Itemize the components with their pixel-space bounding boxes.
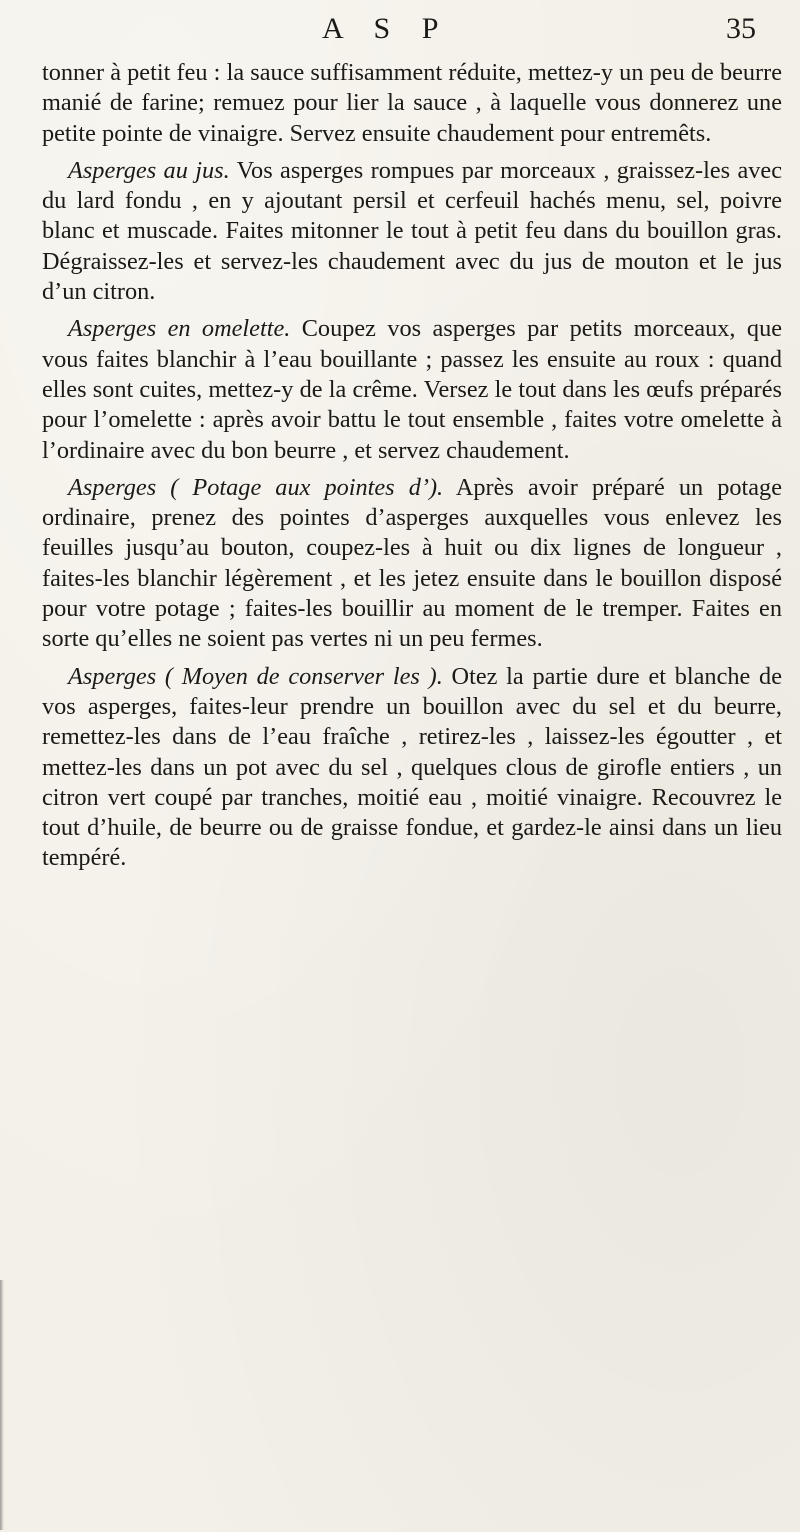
entry-asperges-potage bbox=[42, 473, 782, 655]
paragraph-body: Coupez vos asperges par petits morceaux, que vous faites blanchir à l’eau bouillante ; passez les ensuite au roux : quand elles sont cuites, mettez-y de la crême. Versez le tout dans les œufs préparés pour l’omelette : après avoir battu le tout ensemble , faites votre omelette à l’ordinaire avec du bon beurre , et servez chaudement. bbox=[42, 315, 783, 464]
body-text bbox=[42, 58, 782, 874]
paragraph-body: Otez la partie dure et blanche de vos asperges, faites-leur prendre un bouillon avec du sel et du beurre, remettez-les dans de l’eau fraîche , retirez-les , laissez-les égoutter , et mettez-les dans un pot avec du sel , quelques clous de girofle entiers , un citron vert coupé par tranches, moitié eau , moitié vinaigre. Recouvrez le tout d’huile, de beurre ou de graisse fondue, et gardez-le ainsi dans un lieu tempéré. bbox=[42, 662, 782, 872]
paragraph-body: tonner à petit feu : la sauce suffisamment réduite, mettez-y un peu de beurre manié de farine; remuez pour lier la sauce , à laquelle vous donnerez une petite pointe de vinaigre. Servez ensuite chaudement pour entremêts. bbox=[42, 59, 782, 147]
entry-asperges-en-omelette bbox=[42, 314, 782, 465]
running-title: A S P bbox=[322, 12, 451, 45]
paragraph-heading: Asperges au jus. bbox=[68, 156, 230, 184]
paragraph-heading: Asperges en omelette. bbox=[68, 315, 291, 343]
page-number: 35 bbox=[726, 12, 756, 45]
paragraph-heading: Asperges ( Potage aux pointes d’). bbox=[68, 473, 444, 501]
page-edge-shadow bbox=[0, 1280, 4, 1530]
paragraph-body: Après avoir préparé un potage ordinaire, prenez des pointes d’asperges auxquelles vous enlevez les feuilles jusqu’au bouton, coupez-les à huit ou dix lignes de longueur , faites-les blanchir légèrement , et les jetez ensuite dans le bouillon disposé pour votre potage ; faites-les bouillir au moment de le tremper. Faites en sorte qu’elles ne soient pas vertes ni un peu fermes. bbox=[42, 473, 782, 653]
entry-asperges-conserver bbox=[42, 662, 782, 874]
paragraph-heading: Asperges ( Moyen de conserver les ). bbox=[68, 662, 443, 690]
running-header bbox=[0, 12, 800, 52]
entry-asperges-au-jus bbox=[42, 156, 782, 307]
paragraph-continuation bbox=[42, 58, 782, 149]
paragraph-body: Vos asperges rompues par morceaux , graissez-les avec du lard fondu , en y ajoutant persil et cerfeuil hachés menu, sel, poivre blanc et muscade. Faites mitonner le tout à petit feu dans du bouillon gras. Dégraissez-les et servez-les chaudement avec du jus de mouton et le jus d’un citron. bbox=[42, 156, 783, 306]
